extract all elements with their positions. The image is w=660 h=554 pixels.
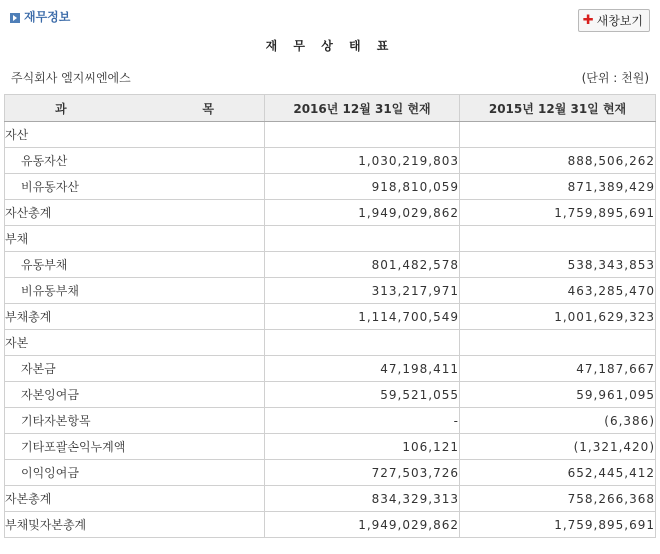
row-label: 유동부채 (5, 252, 265, 278)
value-2015 (460, 122, 656, 148)
table-row (5, 486, 656, 512)
value-2016: 727,503,726 (265, 460, 460, 486)
table-header-row (5, 95, 656, 122)
value-2016: 1,949,029,862 (265, 512, 460, 538)
value-2015 (460, 330, 656, 356)
value-2015: 538,343,853 (460, 252, 656, 278)
table-row (5, 382, 656, 408)
value-2016 (265, 330, 460, 356)
value-2015: 1,759,895,691 (460, 200, 656, 226)
value-2015: (6,386) (460, 408, 656, 434)
header-account (5, 95, 265, 122)
value-2015: 1,759,895,691 (460, 512, 656, 538)
row-label: 자본총계 (5, 486, 265, 512)
header-account-left: 과 (55, 101, 67, 116)
value-2016 (265, 122, 460, 148)
value-2016: 918,810,059 (265, 174, 460, 200)
table-row (5, 408, 656, 434)
section-title: 재무정보 (24, 10, 71, 24)
header-account-right: 목 (202, 101, 214, 116)
table-row (5, 330, 656, 356)
table-row (5, 174, 656, 200)
value-2016: 1,030,219,803 (265, 148, 460, 174)
table-row (5, 122, 656, 148)
row-label: 자본잉여금 (5, 382, 265, 408)
table-row (5, 304, 656, 330)
value-2015: 758,266,368 (460, 486, 656, 512)
value-2015: 1,001,629,323 (460, 304, 656, 330)
value-2016: - (265, 408, 460, 434)
table-row (5, 512, 656, 538)
value-2015: 871,389,429 (460, 174, 656, 200)
table-row (5, 226, 656, 252)
value-2015: 652,445,412 (460, 460, 656, 486)
row-label: 부채및자본총계 (5, 512, 265, 538)
value-2016: 106,121 (265, 434, 460, 460)
value-2016: 59,521,055 (265, 382, 460, 408)
value-2016: 47,198,411 (265, 356, 460, 382)
header-2015: 2015년 12월 31일 현재 (460, 95, 656, 122)
value-2015 (460, 226, 656, 252)
unit-label: (단위 : 천원) (581, 71, 649, 85)
row-label: 기타자본항목 (5, 408, 265, 434)
section-header (10, 8, 70, 25)
plus-icon: ✚ (582, 13, 594, 28)
value-2015: 47,187,667 (460, 356, 656, 382)
row-label: 자본금 (5, 356, 265, 382)
balance-sheet-table (4, 94, 656, 538)
table-row (5, 148, 656, 174)
value-2015: (1,321,420) (460, 434, 656, 460)
row-label: 비유동자산 (5, 174, 265, 200)
row-label: 유동자산 (5, 148, 265, 174)
bullet-arrow-icon (10, 13, 20, 23)
value-2016 (265, 226, 460, 252)
row-label: 기타포괄손익누계액 (5, 434, 265, 460)
value-2016: 1,949,029,862 (265, 200, 460, 226)
row-label: 자산총계 (5, 200, 265, 226)
table-row (5, 356, 656, 382)
value-2015: 888,506,262 (460, 148, 656, 174)
header-2016: 2016년 12월 31일 현재 (265, 95, 460, 122)
value-2015: 463,285,470 (460, 278, 656, 304)
table-row (5, 434, 656, 460)
new-window-button[interactable] (578, 9, 650, 32)
new-window-label: 새창보기 (596, 14, 643, 28)
row-label: 비유동부채 (5, 278, 265, 304)
table-row (5, 252, 656, 278)
table-row (5, 200, 656, 226)
value-2016: 1,114,700,549 (265, 304, 460, 330)
value-2015: 59,961,095 (460, 382, 656, 408)
table-row (5, 278, 656, 304)
value-2016: 801,482,578 (265, 252, 460, 278)
row-label: 부채 (5, 226, 265, 252)
company-name: 주식회사 엘지씨엔에스 (11, 71, 131, 85)
table-row (5, 460, 656, 486)
document-title: 재 무 상 태 표 (265, 39, 395, 53)
row-label: 자본 (5, 330, 265, 356)
row-label: 부채총계 (5, 304, 265, 330)
row-label: 이익잉여금 (5, 460, 265, 486)
value-2016: 834,329,313 (265, 486, 460, 512)
row-label: 자산 (5, 122, 265, 148)
value-2016: 313,217,971 (265, 278, 460, 304)
